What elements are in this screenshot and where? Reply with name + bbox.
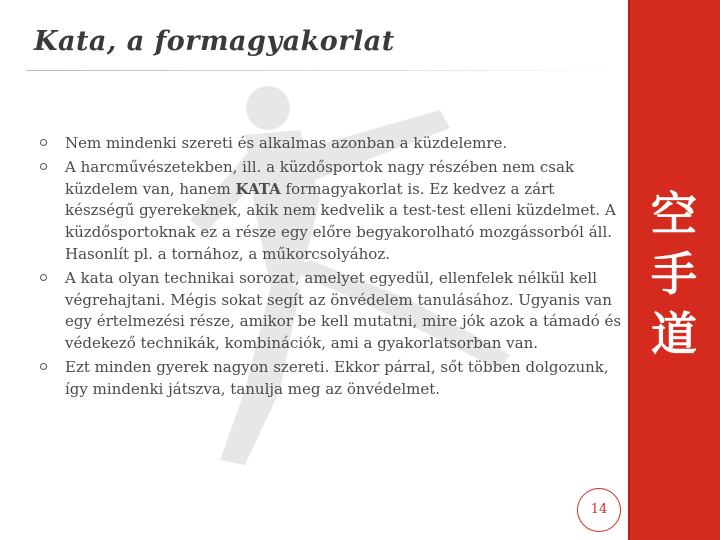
bullet-item (40, 357, 622, 401)
bullet-item (40, 133, 622, 155)
kanji-char: 空 (651, 187, 697, 241)
red-sidebar-edge (628, 0, 630, 540)
bullet-circle-icon (40, 363, 47, 370)
kanji-char: 手 (651, 247, 697, 301)
bullet-item (40, 157, 622, 266)
page-number-badge (577, 488, 621, 532)
bullet-circle-icon (40, 163, 47, 170)
karate-do-kanji (634, 184, 714, 364)
bullet-circle-icon (40, 139, 47, 146)
bullet-item (40, 268, 622, 355)
bullet-text-part: Nem mindenki szereti és alkalmas azonban a küzdelemre. (65, 134, 508, 152)
kanji-char: 道 (651, 307, 697, 361)
page-number: 14 (590, 502, 608, 517)
title-divider (26, 70, 626, 71)
bullet-text-part: A kata olyan technikai sorozat, amelyet egyedül, ellenfelek nélkül kell végrehajtani. Mégis sokat segít az önvédelem tanulásához. Ugyanis van egy értelmezési része, amikor be kell mutatni, mire jók azok a támadó és védekező technikák, kombinációk, ami a gyakorlatsorban van. (65, 268, 622, 353)
bullet-text-part: Ezt minden gyerek nagyon szereti. Ekkor párral, sőt többen dolgozunk, így mindenki játszva, tanulja meg az önvédelmet. (65, 357, 609, 398)
bullet-list (40, 133, 622, 403)
bullet-text-part: A harcművészetekben, ill. a küzdősportok nagy részében nem csak küzdelem van, hanem (65, 157, 575, 198)
slide-title: Kata, a formagyakorlat (34, 26, 395, 57)
bullet-text-bold: KATA (235, 179, 281, 198)
bullet-text-part: formagyakorlat is. Ez kedvez a zárt készségű gyerekeknek, akik nem kedvelik a test-test elleni küzdelmet. A küzdősportoknak ez a része egy előre begyakorolható mozgássorból áll. Hasonlít pl. a tornához, a műkorcsolyához. (65, 179, 616, 263)
bullet-circle-icon (40, 274, 47, 281)
